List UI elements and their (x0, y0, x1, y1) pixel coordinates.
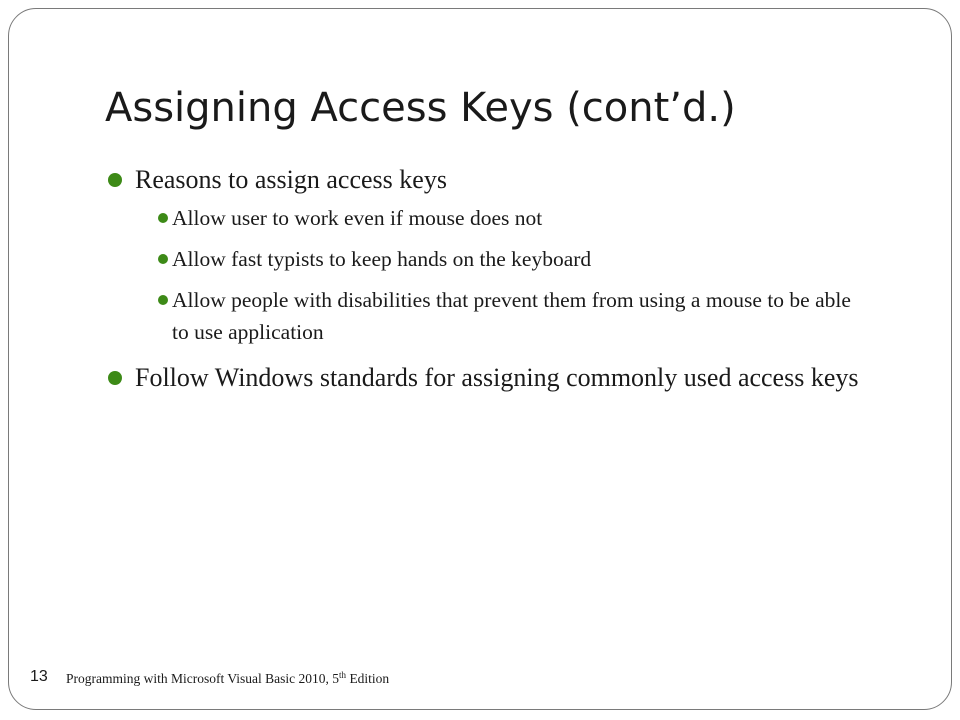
sub-bullet-item (158, 284, 868, 348)
bullet-item (108, 162, 868, 348)
bullet-item (108, 360, 868, 396)
bullet-icon (108, 371, 122, 385)
sub-bullet-icon (158, 254, 168, 264)
bullet-list (108, 162, 868, 400)
sub-bullet-text: Allow user to work even if mouse does not (172, 206, 543, 230)
sub-bullet-text: Allow people with disabilities that prevent them from using a mouse to be able to use application (172, 288, 851, 344)
slide-title: Assigning Access Keys (cont’d.) (105, 85, 736, 131)
sub-bullet-item (158, 202, 868, 234)
bullet-icon (108, 173, 122, 187)
sub-bullet-item (158, 243, 868, 275)
page-number: 13 (30, 668, 48, 685)
bullet-text: Follow Windows standards for assigning commonly used access keys (135, 363, 859, 392)
footer-text (66, 671, 389, 687)
footer-text-tail: Edition (346, 671, 390, 686)
sub-bullet-text: Allow fast typists to keep hands on the keyboard (172, 247, 592, 271)
footer-text-main: Programming with Microsoft Visual Basic 2010, 5 (66, 671, 340, 686)
sub-bullet-icon (158, 213, 168, 223)
sub-bullet-list (135, 202, 868, 348)
footer-text-superscript: th (339, 670, 347, 680)
sub-bullet-icon (158, 295, 168, 305)
bullet-text: Reasons to assign access keys (135, 165, 447, 194)
